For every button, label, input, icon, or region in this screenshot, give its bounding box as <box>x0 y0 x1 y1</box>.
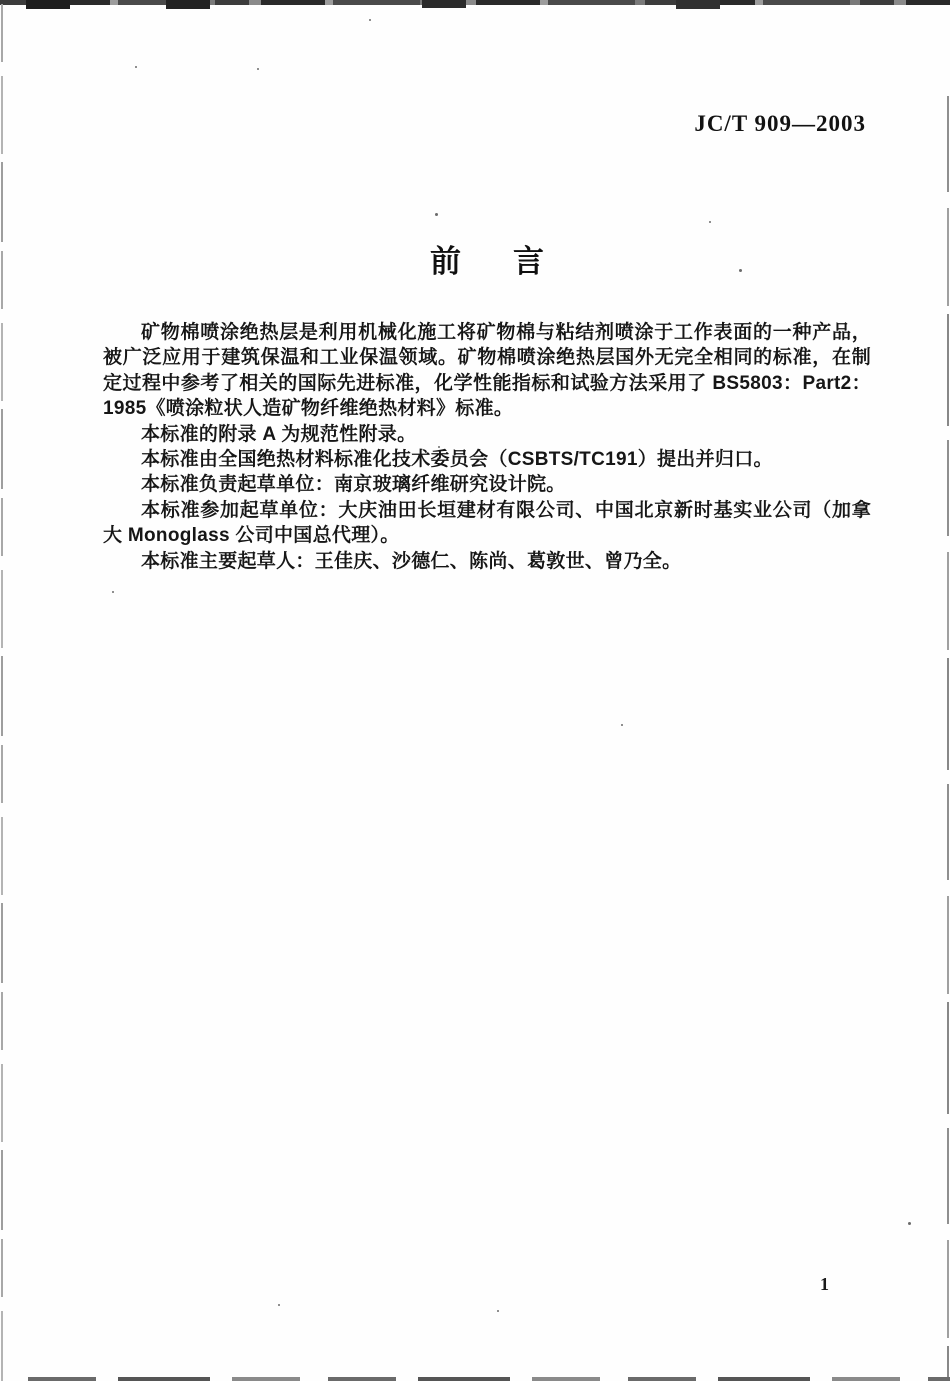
paragraph-annex: 本标准的附录 A 为规范性附录。 <box>141 423 417 445</box>
paragraph-drafters: 本标准主要起草人：王佳庆、沙德仁、陈尚、葛敦世、曾乃全。 <box>141 550 682 572</box>
paragraph-committee: 本标准由全国绝热材料标准化技术委员会（CSBTS/TC191）提出并归口。 <box>141 449 773 471</box>
scan-speck <box>709 221 711 223</box>
page-title <box>103 236 871 281</box>
scan-edge-bottom <box>0 1377 950 1381</box>
title-char-qian: 前 <box>430 244 461 279</box>
scan-speck <box>112 591 114 593</box>
paragraph-chief-unit: 本标准负责起草单位：南京玻璃纤维研究设计院。 <box>141 474 566 496</box>
paragraph-intro: 矿物棉喷涂绝热层是利用机械化施工将矿物棉与粘结剂喷涂于工作表面的一种产品，被广泛应用于建筑保温和工业保温领域。矿物棉喷涂绝热层国外无完全相同的标准，在制定过程中参考了相关的国际先进标准，化学性能指标和试验方法采用了 BS5803：Part2：1985《喷涂粒状人造矿物纤维绝热材料》标准。 <box>103 322 871 420</box>
scan-speck <box>369 19 371 21</box>
foreword-body <box>103 320 871 574</box>
paragraph-participants: 本标准参加起草单位：大庆油田长垣建材有限公司、中国北京新时基实业公司（加拿大 Monoglass 公司中国总代理）。 <box>103 499 871 547</box>
scan-speck <box>908 1222 911 1225</box>
page-number: 1 <box>820 1274 829 1294</box>
scan-speck <box>435 213 438 216</box>
standard-code: JC/T 909—2003 <box>694 111 866 136</box>
title-char-yan: 言 <box>513 244 544 279</box>
scan-speck <box>278 1304 280 1306</box>
scan-edge-top <box>0 0 950 5</box>
scan-speck <box>135 66 137 68</box>
scan-edge-right <box>947 96 949 1381</box>
scan-edge-left <box>1 4 3 1381</box>
scan-speck <box>621 724 623 726</box>
scan-speck <box>257 68 259 70</box>
scan-speck <box>497 1310 499 1312</box>
